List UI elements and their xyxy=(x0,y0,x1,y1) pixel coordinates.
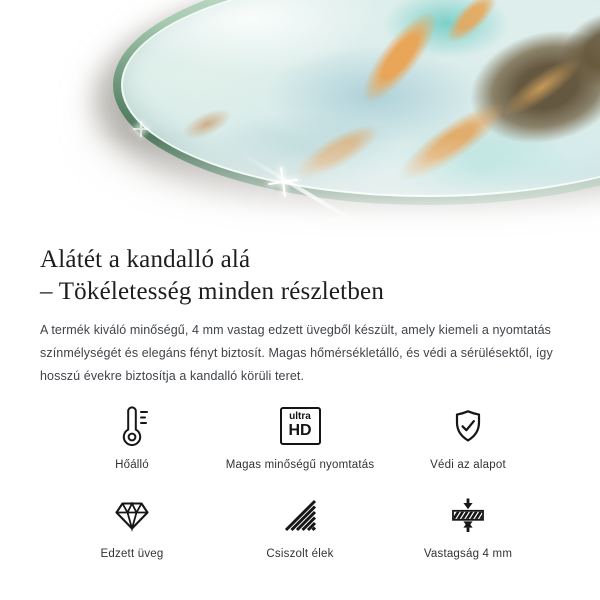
feature-thickness xyxy=(384,493,552,560)
title-line-2: – Tökéletesség minden részletben xyxy=(40,277,385,305)
thermometer-icon xyxy=(114,404,150,448)
page-title xyxy=(40,244,560,308)
feature-heat-resistant xyxy=(48,404,216,471)
polished-edges-icon xyxy=(280,493,320,537)
marble-orange-vein xyxy=(335,0,465,131)
sparkle-glint-small-icon xyxy=(133,121,149,137)
thickness-arrows-icon xyxy=(448,493,488,537)
diamond-icon xyxy=(112,493,152,537)
ultra-hd-text-top: ultra xyxy=(289,411,311,422)
feature-label: Edzett üveg xyxy=(100,547,164,560)
ultra-hd-badge-icon xyxy=(280,404,321,448)
feature-label: Hőálló xyxy=(115,458,149,471)
feature-grid xyxy=(40,404,560,560)
feature-polished-edges xyxy=(216,493,384,560)
feature-tempered-glass xyxy=(48,493,216,560)
shield-check-icon xyxy=(448,404,488,448)
product-description-text: A termék kiváló minőségű, 4 mm vastag edzett üvegből készült, amely kiemeli a nyomtatás színmélységét és elegáns fényt biztosít. Magas hőmérsékletálló, és védi a sérülésektől, így hosszú évekre biztosítja a kandalló körüli teret. xyxy=(40,322,553,383)
feature-label: Vastagság 4 mm xyxy=(423,547,513,560)
product-description-section xyxy=(0,244,600,560)
ultra-hd-text-bottom: HD xyxy=(288,422,312,439)
feature-label: Magas minőségű nyomtatás xyxy=(225,458,375,471)
feature-label: Csiszolt élek xyxy=(266,547,334,560)
feature-label: Védi az alapot xyxy=(430,458,506,471)
title-line-1: Alátét a kandalló alá xyxy=(40,246,251,273)
feature-protects-base xyxy=(384,404,552,471)
sparkle-glint-icon xyxy=(266,165,300,199)
feature-high-quality-print xyxy=(216,404,384,471)
product-photo xyxy=(0,0,600,244)
marble-copper-patch xyxy=(169,96,245,153)
